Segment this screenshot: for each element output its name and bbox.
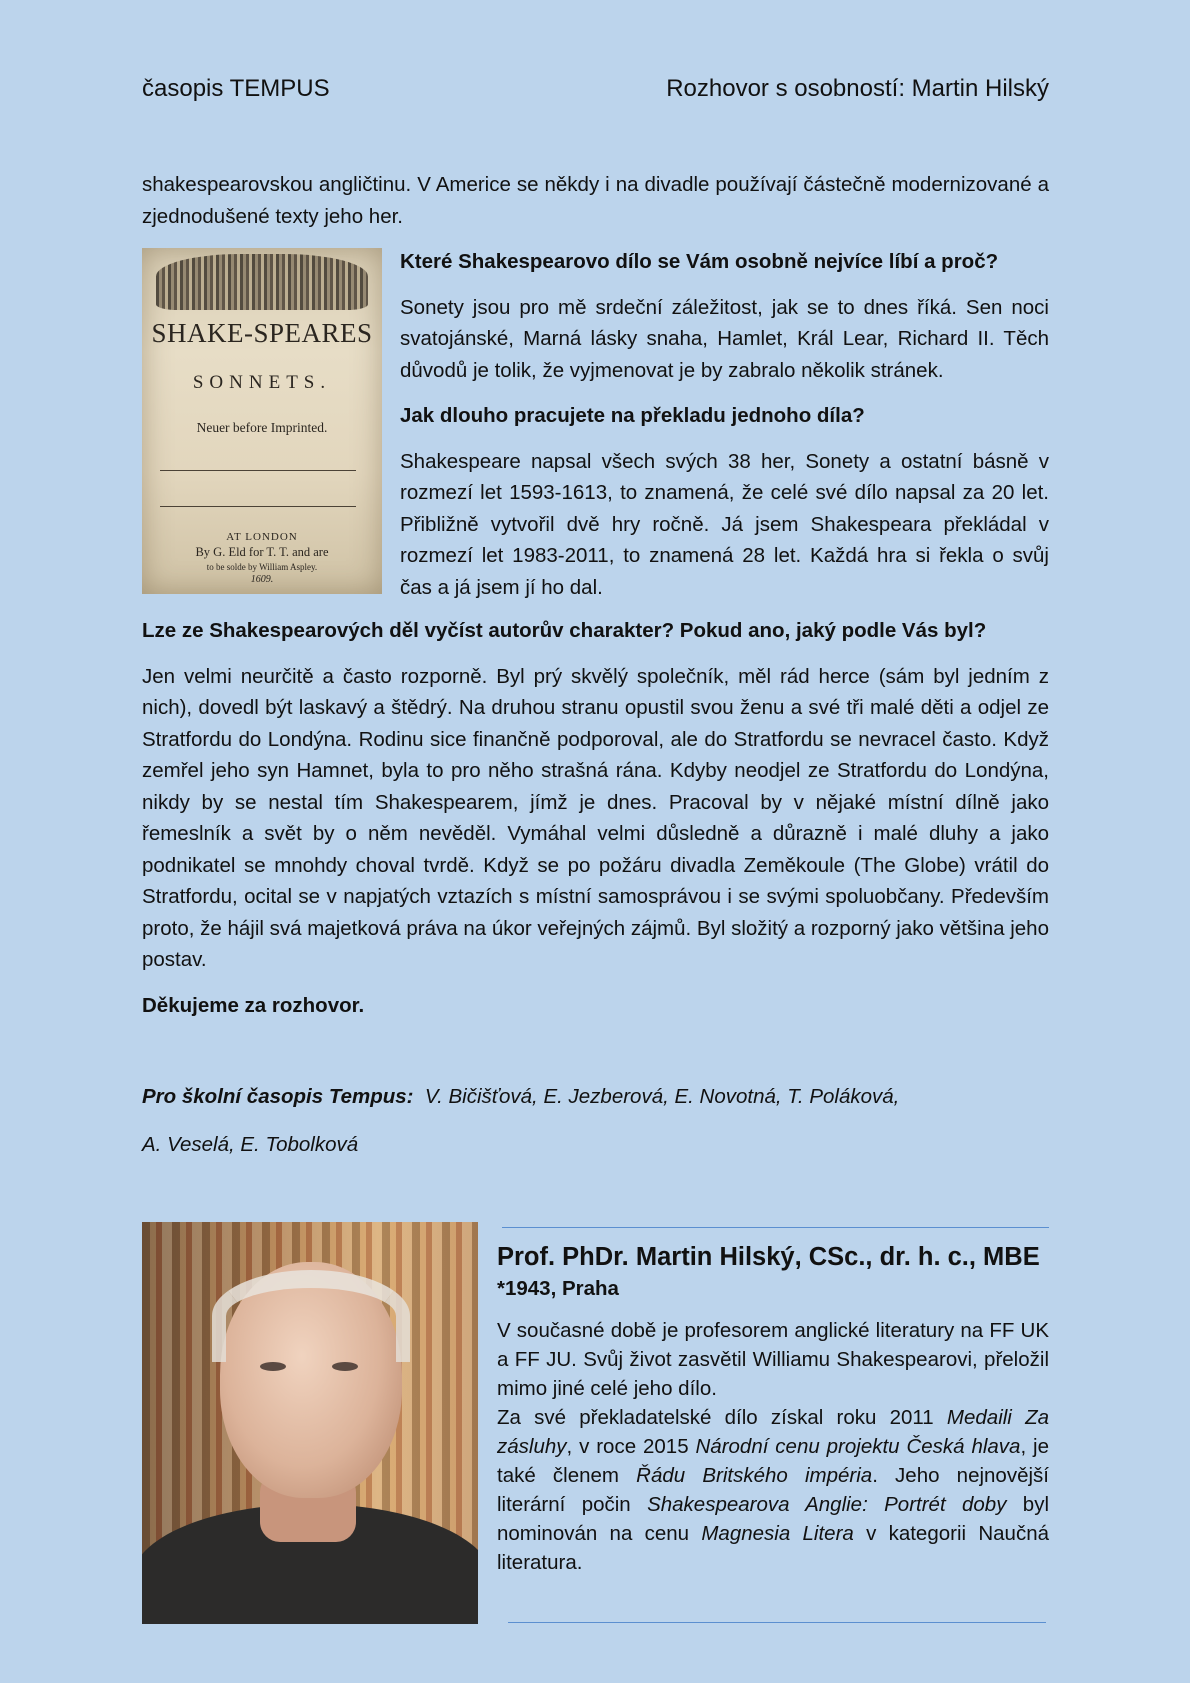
portrait-photo [142,1222,478,1624]
cover-seller: to be solde by William Aspley. [206,562,318,572]
cover-place: AT LONDON [226,531,298,543]
order-british-empire: Řádu Britského impéria [636,1464,873,1487]
thanks-line: Děkujeme za rozhovor. [142,993,365,1017]
text-run: , v roce 2015 [566,1435,696,1458]
magazine-name: časopis TEMPUS [142,75,330,102]
cover-printer: By G. Eld for T. T. and are [195,545,329,559]
text-run: v kategorii Naučná literatura. [497,1522,1049,1574]
answer: Jen velmi neurčitě a často rozporně. Byl prý skvělý společník, měl rád herce (sám byl jedním z nich), dovedl být laskavý a štědrý. Na druhou stranu opustil svou ženu a své tři malé děti a odjel ze Stratfordu do Londýna. Rodinu sice finančně podporoval, ale do Stratfordu se nevracel často. Když zemřel jeho syn Hamnet, byla to pro něho strašná rána. Kdyby neodjel ze Stratfordu do Londýna, nikdy by se nestal tím Shakespearem, jímž je dnes. Pracoval by v nějaké místní dílně jako řemeslník a svět by o něm nevěděl. Vymáhal velmi důsledně a důrazně i malé dluhy a jako podnikatel se mnohdy choval tvrdě. Když se po požáru divadla Zeměkoule (The Globe) vrátil do Stratfordu, ocital se v napjatých vztazích s místní samosprávou i se svými spoluobčany. Především proto, že hájil svá majetková práva na úkor veřejných zájmů. Byl složitý a rozporný jako většina jeho postav. [142,664,1049,971]
answer: Shakespeare napsal všech svých 38 her, Sonety a ostatní básně v rozmezí let 1593-1613, to znamená, že celé své dílo napsal za 20 let. Přibližně vytvořil dvě hry ročně. Já jsem Shakespeara překládal v rozmezí let 1983-2011, to znamená 28 let. Každá hra si řekla o svůj čas a já jsem jí ho dal. [400,449,1049,599]
intro-paragraph: shakespearovskou angličtinu. V Americe se někdy i na divadle používají částečně modernizované a zjednodušené texty jeho her. [142,173,1049,228]
divider [508,1622,1046,1623]
book-section [142,246,1049,617]
award-magnesia-litera: Magnesia Litera [701,1522,854,1545]
bio-text [497,1240,1049,1577]
question: Lze ze Shakespearových děl vyčíst autorův charakter? Pokud ano, jaký podle Vás byl? [142,619,987,642]
bio-birth: *1943, Praha [497,1277,619,1300]
award-ceska-hlava: Národní cenu projektu Česká hlava [695,1435,1021,1458]
credits-line-1 [142,1081,1049,1113]
sonnets-cover-image [142,248,382,594]
credits-line-2: A. Veselá, E. Tobolková [142,1132,359,1156]
cover-year: 1609. [250,574,274,585]
text-run: , je také členem [497,1435,1049,1487]
eye [260,1362,286,1371]
text-run: . Jeho nejnovější literární počin [497,1464,1049,1516]
cover-rule [160,506,356,507]
article-body [142,169,1049,1160]
award-medal: Medaili Za zásluhy [497,1406,1049,1458]
cover-rule [160,470,356,471]
cover-subtitle: SONNETS. [192,372,332,393]
text-run: Za své překladatelské dílo získal roku 2011 [497,1406,947,1429]
page-header [142,72,1049,106]
cover-ornament [156,254,368,310]
credits-label: Pro školní časopis Tempus: [142,1085,414,1108]
question: Jak dlouho pracujete na překladu jednoho díla? [400,404,865,427]
hair [212,1270,410,1362]
cover-note: Neuer before Imprinted. [196,420,328,435]
cover-title: SHAKE-SPEARES [151,318,373,348]
article-title: Rozhovor s osobností: Martin Hilský [666,75,1049,102]
book-title: Shakespearova Anglie: Portrét doby [647,1493,1007,1516]
bio-paragraph: V současné době je profesorem anglické literatury na FF UK a FF JU. Svůj život zasvětil Williamu Shakespearovi, přeložil mimo jiné celé jeho dílo. [497,1319,1049,1400]
qa-block-1 [400,246,1049,617]
credits-names: V. Bičišťová, E. Jezberová, E. Novotná, T. Poláková, [424,1085,900,1108]
question: Které Shakespearovo dílo se Vám osobně nejvíce líbí a proč? [400,250,999,273]
bio-awards-paragraph [497,1403,1049,1577]
answer: Sonety jsou pro mě srdeční záležitost, jak se to dnes říká. Sen noci svatojánské, Marná lásky snaha, Hamlet, Král Lear, Richard II. Těch důvodů je tolik, že vyjmenovat je by zabralo několik stránek. [400,295,1049,382]
author-bio-box [142,1222,1049,1626]
bio-name: Prof. PhDr. Martin Hilský, CSc., dr. h. c., MBE [497,1243,1040,1271]
eye [332,1362,358,1371]
text-run: byl nominován na cenu [497,1493,1050,1545]
divider [502,1227,1049,1228]
